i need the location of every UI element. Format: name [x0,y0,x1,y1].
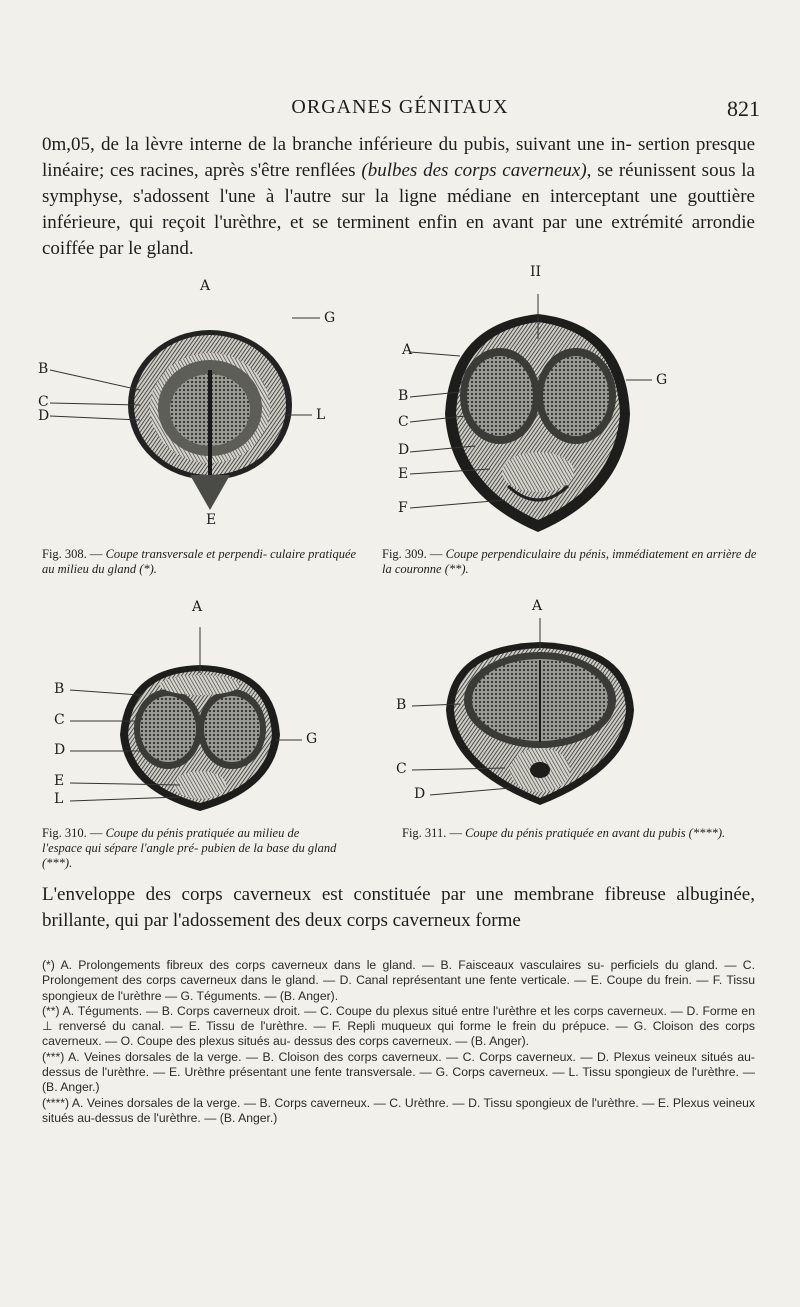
fig309-label-e: E [398,466,409,482]
fig309-label-f: F [398,500,408,516]
fig308-label-b: B [38,361,49,377]
fig308-label-a: A [200,278,211,294]
fig309-label-g: G [656,372,668,388]
fig310-label-l: L [54,791,64,807]
fig309-caption-label: Fig. 309. — [382,547,443,561]
footnotes [42,958,755,1126]
fig309-label-c: C [398,414,409,430]
running-header [40,96,760,124]
figure-308-illustration [30,280,360,530]
fig309-label-d: D [398,442,410,458]
fig308-label-g: G [324,310,336,326]
fig308-label-e: E [206,512,217,528]
fig310-caption-label: Fig. 310. — [42,826,103,840]
fig311-caption-label: Fig. 311. — [402,826,462,840]
fig310-label-d: D [54,742,66,758]
figure-308 [30,280,360,530]
paragraph-1-text-after: , se réunissent sous la symphyse, s'adossent l'une à l'autre sur la ligne médiane en interceptant une gouttière inférieure, qui reçoit l'urèthre, et se terminent enfin en avant par une extrémité arrondie coiffée par le gland. [42,160,755,259]
fig309-caption-text: Coupe perpendiculaire du pénis, immédiatement en arrière de la couronne (**). [382,547,757,576]
fig311-caption [402,826,732,841]
fig310-caption-text: Coupe du pénis pratiquée au milieu de l'espace qui sépare l'angle pré- pubien de la base du gland (***). [42,826,337,870]
fig308-label-c: C [38,394,49,410]
footnote-1: (*) A. Prolongements fibreux des corps caverneux dans le gland. — B. Faisceaux vasculaires su- perficiels du gland. — C. Prolongement des corps caverneux dans le gland. — D. Canal représentant une fente verticale. — E. Coupe du frein. — F. Tissu spongieux de l'urèthre — G. Téguments. — (B. Anger). [42,958,755,1003]
fig309-label-a: A [402,342,413,358]
fig310-label-c: C [54,712,65,728]
fig309-label-b: B [398,388,409,404]
fig310-label-b: B [54,681,65,697]
page-number: 821 [727,96,760,121]
figure-311-illustration [390,600,690,820]
figure-311 [390,600,690,820]
fig308-caption-text: Coupe transversale et perpendi- culaire pratiquée au milieu du gland (*). [42,547,357,576]
figure-309 [390,264,760,544]
fig311-caption-text: Coupe du pénis pratiquée en avant du pubis (****). [465,826,726,840]
fig310-label-g: G [306,731,318,747]
fig311-label-a: A [532,598,543,614]
footnote-4: (****) A. Veines dorsales de la verge. — B. Corps caverneux. — C. Urèthre. — D. Tissu spongieux de l'urèthre. — E. Plexus veineux situés au-dessus de l'urèthre. — (B. Anger.) [42,1095,755,1125]
fig311-label-b: B [396,697,407,713]
footnote-2: (**) A. Téguments. — B. Corps caverneux droit. — C. Coupe du plexus situé entre l'urèthre et les corps caverneux. — D. Forme en ⊥ renversé du canal. — E. Tissu de l'urèthre. — F. Repli muqueux qui forme le frein du prépuce. — G. Cloison des corps caverneux. — O. Coupe des plexus situés au- dessus des corps caverneux. — (B. Anger). [42,1003,755,1049]
fig311-label-c: C [396,761,407,777]
fig308-label-d: D [38,408,50,424]
figure-309-illustration [390,264,760,544]
paragraph-1-italic: (bulbes des corps caverneux) [361,160,587,181]
body-paragraph-1 [42,132,755,262]
fig309-label-ii: II [530,264,542,280]
footnote-3: (***) A. Veines dorsales de la verge. — B. Cloison des corps caverneux. — C. Corps caverneux. — D. Plexus veineux situés au-dessus de l'urèthre. — E. Urèthre présentant une fente transversale. — G. Corps caverneux. — L. Tissu spongieux de l'urèthre. — (B. Anger.) [42,1049,755,1095]
figure-310 [40,599,360,820]
fig309-caption [382,547,762,577]
body-paragraph-2: L'enveloppe des corps caverneux est constituée par une membrane fibreuse albuginée, brillante, qui par l'adossement des deux corps caverneux forme [42,884,755,931]
header-title: ORGANES GÉNITAUX [291,96,509,118]
figure-310-illustration [40,605,360,820]
fig310-caption [42,826,342,871]
fig308-label-l: L [316,407,326,423]
fig308-caption-label: Fig. 308. — [42,547,103,561]
fig310-label-e: E [54,773,65,789]
paragraph-1-text-before: 0m,05, de la lèvre interne de la branche inférieure du pubis, suivant une in- sertion presque linéaire; ces racines, après s'être renflées [42,134,755,181]
fig308-caption [42,547,362,577]
fig310-label-a: A [192,599,203,615]
fig311-label-d: D [414,786,426,802]
